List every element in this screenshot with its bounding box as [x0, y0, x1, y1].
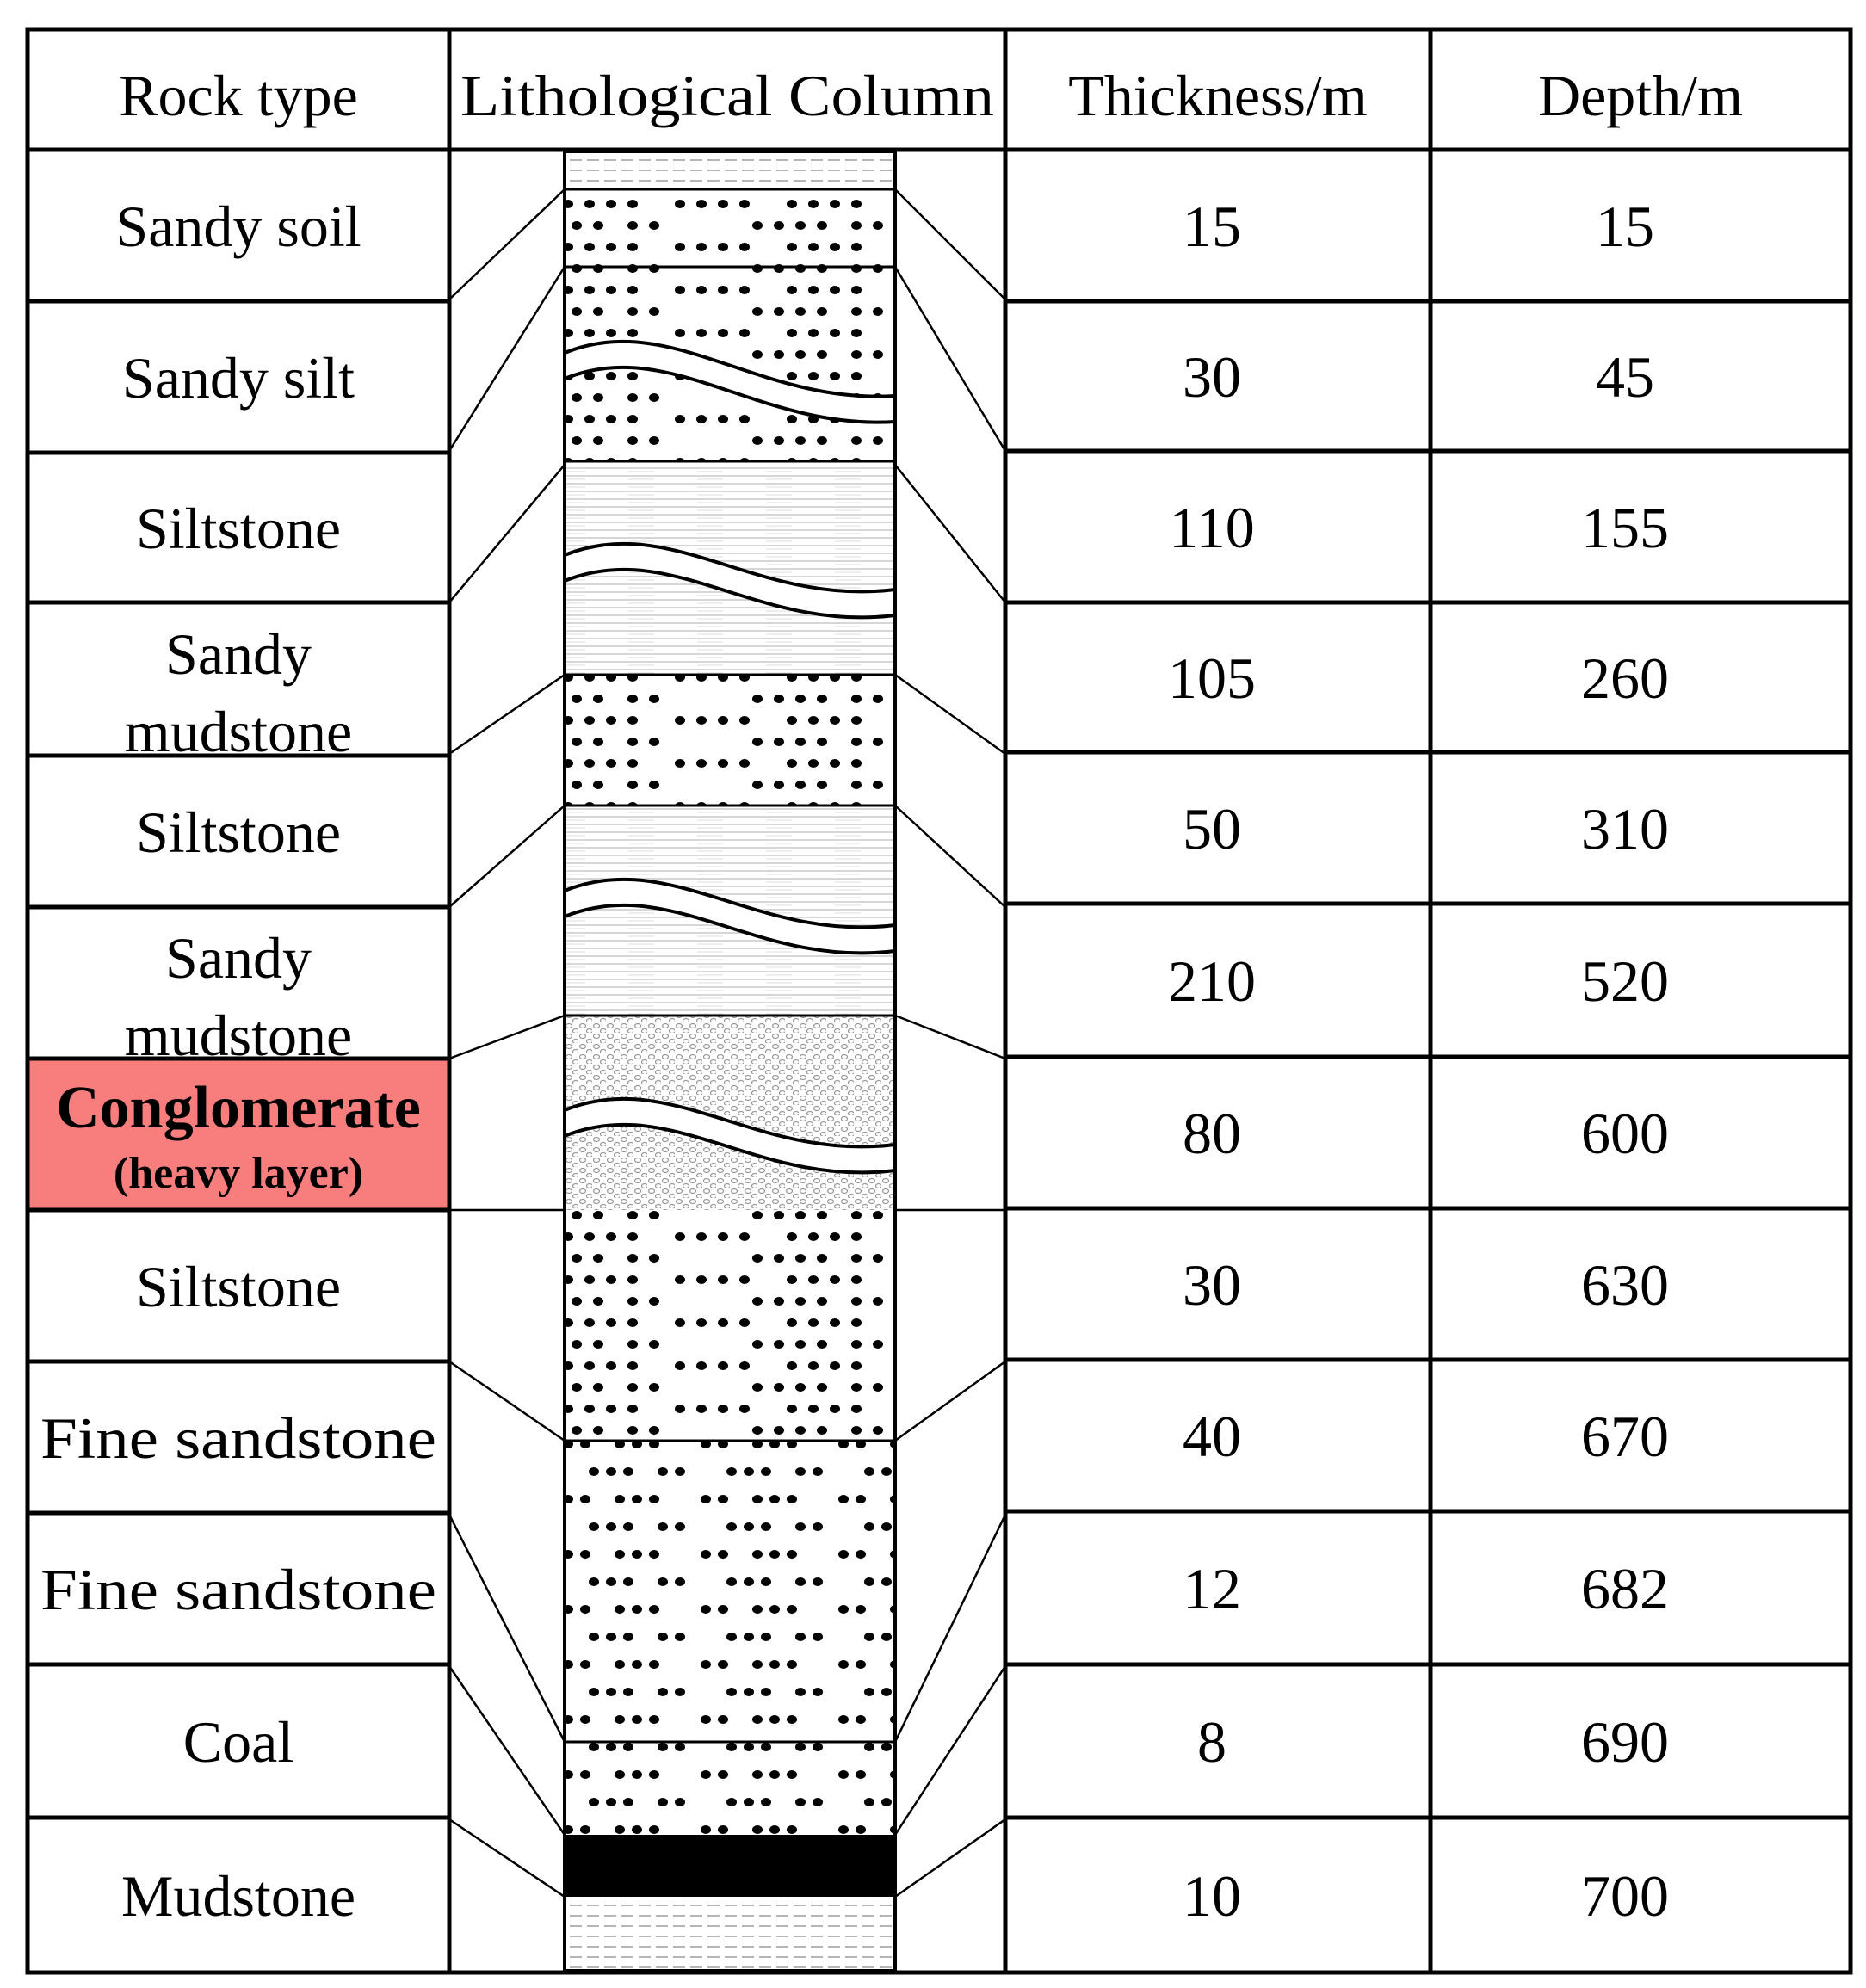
rock-type-label: Siltstone — [135, 1254, 342, 1319]
thickness-value: 80 — [1183, 1101, 1241, 1166]
siltstone-dots-layer — [565, 1210, 895, 1441]
table-header — [119, 63, 1743, 128]
thickness-value: 12 — [1183, 1556, 1241, 1621]
depth-value: 15 — [1596, 194, 1654, 259]
rock-type-label: Sandy soil — [115, 194, 361, 259]
depth-value: 700 — [1581, 1863, 1669, 1929]
thickness-value: 110 — [1169, 495, 1255, 560]
rock-type-label-line2: mudstone — [124, 699, 353, 764]
mudstone-layer — [565, 1897, 895, 1971]
thickness-value: 30 — [1183, 344, 1241, 410]
sandy-mudstone-layer — [565, 675, 895, 806]
rock-type-label: Mudstone — [121, 1863, 355, 1929]
rock-type-label: Fine sandstone — [40, 1405, 437, 1471]
thickness-value: 40 — [1183, 1404, 1241, 1469]
top-silt-layer — [565, 151, 895, 189]
thickness-value: 105 — [1168, 645, 1256, 711]
depth-value: 682 — [1581, 1556, 1669, 1621]
rock-type-label: Coal — [182, 1709, 294, 1775]
header-lithological-column: Lithological Column — [460, 63, 994, 128]
rock-type-label: Siltstone — [135, 496, 342, 561]
thickness-value: 210 — [1168, 948, 1256, 1014]
rock-type-label: Sandy — [165, 925, 312, 991]
depth-value: 45 — [1596, 344, 1654, 410]
thickness-value: 50 — [1183, 796, 1241, 861]
depth-value: 520 — [1581, 948, 1669, 1014]
table-grid — [28, 29, 1851, 1973]
fine-sandstone-layer-2 — [565, 1742, 895, 1835]
coal-layer — [565, 1835, 895, 1897]
thickness-value: 30 — [1183, 1252, 1241, 1318]
rock-type-label: Conglomerate — [56, 1075, 421, 1141]
rock-type-label: Siltstone — [135, 800, 342, 865]
depth-value: 310 — [1581, 796, 1669, 861]
depth-value: 670 — [1581, 1404, 1669, 1469]
depth-value: 155 — [1581, 495, 1669, 560]
thickness-value: 15 — [1183, 194, 1241, 259]
depth-value: 630 — [1581, 1252, 1669, 1318]
thickness-value: 10 — [1183, 1863, 1241, 1929]
rock-type-label: Sandy silt — [121, 345, 355, 411]
rock-type-label: Fine sandstone — [40, 1557, 437, 1622]
header-depth: Depth/m — [1538, 63, 1743, 128]
rock-type-label-line2: mudstone — [124, 1003, 353, 1068]
thickness-value: 8 — [1197, 1709, 1226, 1775]
depth-value: 260 — [1581, 645, 1669, 711]
header-rock-type: Rock type — [119, 63, 358, 128]
depth-value: 600 — [1581, 1101, 1669, 1166]
depth-value: 690 — [1581, 1709, 1669, 1775]
header-thickness: Thickness/m — [1068, 63, 1368, 128]
fine-sandstone-layer — [565, 1441, 895, 1742]
rock-type-sublabel: (heavy layer) — [113, 1149, 364, 1198]
lithology-column — [565, 151, 895, 1971]
rock-type-label: Sandy — [165, 621, 312, 687]
